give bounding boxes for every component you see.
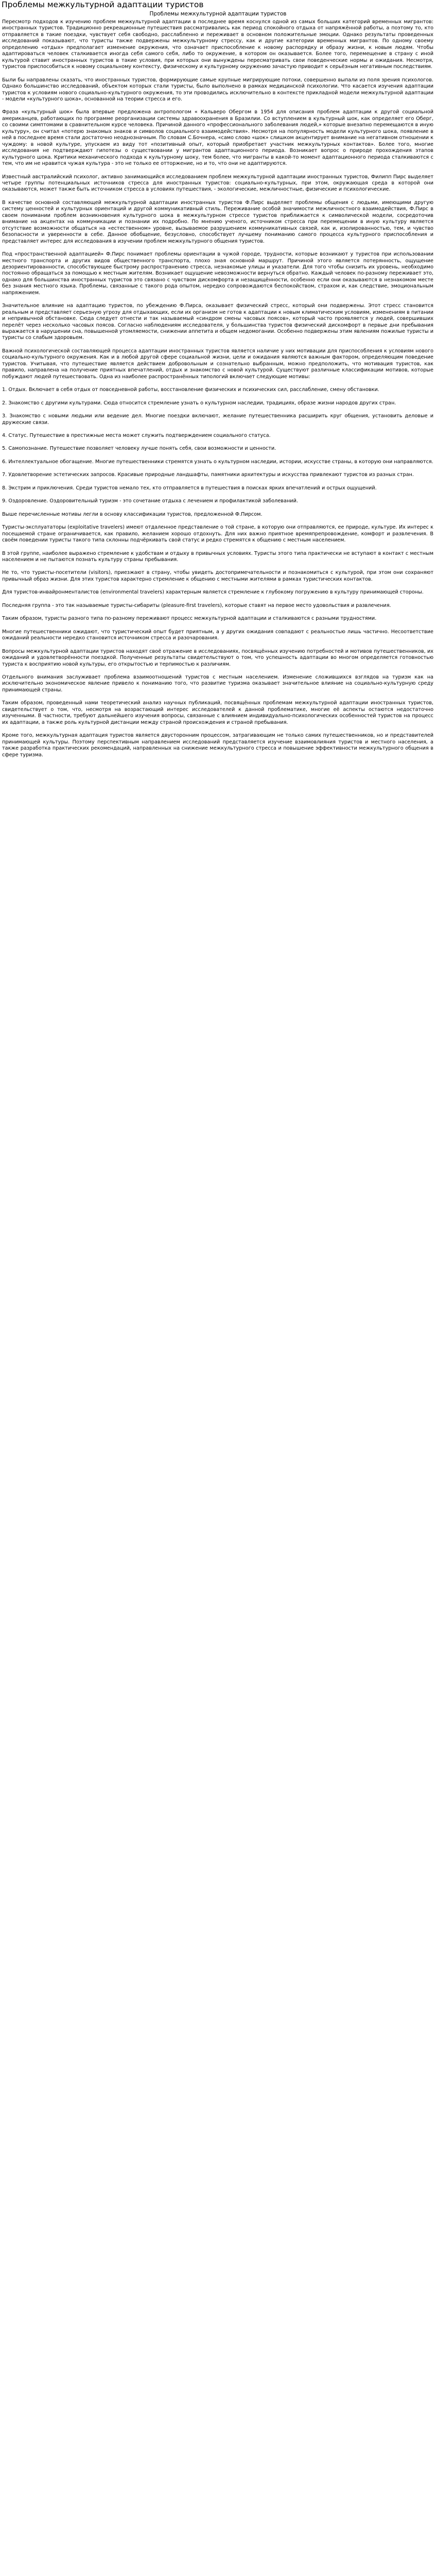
paragraph: 1. Отдых. Включает в себя отдых от повседневной работы, восстановление физических и психических сил, расслабление, смену обстановки.	[2, 387, 379, 393]
paragraph: Не то, что туристы-посетители (visitors), приезжают в страну, чтобы увидеть достопримечательности и познакомиться с культурой, при этом они сохраняют привычный образ жизни. Для этих туристов характерно стремление к общению с местными жителями в рамках туристических контактов.	[2, 570, 433, 582]
paragraph: В качестве основной составляющей межкультурной адаптации иностранных туристов Ф.Пирс выделяет проблемы общения с людьми, имеющими другую систему ценностей и культурных ориентаций и другой коммуникативный стиль. Переживание особой значимости межличностного взаимодействия, Ф.Пирс в своем понимании проблем возникновения культурного шока в межкультурном стрессе туристов приближается к символической модели, сосредоточив внимание на акцентах на коммуникации и познании их подробно. По мнению ученого, источником стресса при перемещении в иную культуру является отсутствие возможности общаться на «естественном» уровне, вызываемое разрушением коммуникативных связей, как и, изолированностью, тем, и чувство безопасности и уверенности в себе. Данное обобщение, безусловно, способствует лучшему пониманию самого процесса культурного приспособления и представляет интерес для исследования в изучении проблем межкультурного общения туристов.	[2, 199, 433, 244]
paragraph: 3. Знакомство с новыми людьми или ведение дел. Многие поездки включают, желание путешественника расширить круг общения, установить деловые и дружеские связи.	[2, 413, 433, 426]
paragraph: Таким образом, проведенный нами теоретический анализ научных публикаций, посвящённых проблемам межкультурной адаптации иностранных туристов, свидетельствует о том, что, несмотря на возрастающий интерес исследователей к данной проблематике, многие её аспекты остаются недостаточно изученными. В частности, требуют дальнейшего изучения вопросы, связанные с влиянием индивидуально-психологических особенностей туристов на процесс их адаптации, а также роль культурной дистанции между страной происхождения и страной пребывания.	[2, 700, 433, 725]
paragraph: 9. Оздоровление. Оздоровительный туризм - это сочетание отдыха с лечением и профилактикой заболеваний.	[2, 498, 298, 504]
paragraph: 4. Статус. Путешествие в престижные места может служить подтверждением социального статуса.	[2, 433, 271, 439]
paragraph: Отдельного внимания заслуживает проблема взаимоотношений туристов с местным населением. Изменение сложившихся взглядов на туризм как на исключительно экономическое явление привело к пониманию того, что развитие туризма оказывает значительное влияние на социально-культурную среду принимающей страны.	[2, 674, 433, 693]
paragraph: Туристы-эксплуататоры (exploitative travelers) имеют отдаленное представление о той стране, в которую они отправляются, ее природе, культуре. Их интерес к посещаемой стране ограничивается, как правило, желанием хорошо отдохнуть. Для них важно приятное времяпрепровождение, комфорт и развлечения. В своём поведении туристы такого типа склонны подчёркивать свой статус и редко стремятся к общению с местным населением.	[2, 524, 433, 544]
paragraph: Для туристов-инвайронменталистов (environmental travelers) характерным является стремление к глубокому погружению в культуру принимающей стороны.	[2, 589, 424, 596]
paragraph: 7. Удовлетворение эстетических запросов. Красивые природные ландшафты, памятники архитектуры и искусства привлекают туристов из разных стран.	[2, 472, 414, 478]
paragraph: Под «пространственной адаптацией» Ф.Пирс понимает проблемы ориентации в чужой городе, трудности, которые возникают у туристов при использовании местного транспорта и других видов общественного транспорта, плохо зная основной маршрут. Причиной этого является потерянность, ощущение дезориентированности, способствующее быстрому распространению стресса, незнакомые улицы и указатели. Для того чтобы снизить их уровень, необходимо постоянно обращаться за помощью к местным жителям. Возникает ощущение невозможности вернуться обратно. Каждый человек по-разному переживает это, однако для большинства иностранных туристов это связано с чувством дискомфорта и незащищённости, особенно если они оказываются в незнакомом месте без знания местного языка. Проблемы, связанные с такого рода опытом, нередко сопровождаются беспокойством, страхом и, как следствие, эмоциональным напряжением.	[2, 251, 433, 296]
document-body	[2, 19, 433, 758]
paragraph: Последняя группа - это так называемые туристы-сибариты (pleasure-first travelers), которые ставят на первое место удовольствия и развлечения.	[2, 602, 391, 608]
paragraph: Фраза «культурный шок» была впервые предложена антропологом « Кальверо Обергом в 1954 для описания проблем адаптации к другой социальной американцев, работающих по программе реорганизации системы здравоохранения в Бразилии. Со вступлением в культурный шок, как определяет его Оберг, со своими симптомами в сравнительном курсе человека. Причиной данного «профессионального заболевания людей,» которые внезапно перемещаются в иную культуру», он считал «потерю знакомых знаков и символов социального взаимодействия». Несмотря на популярность модели культурного шока, появление в ней в последнее время стали достаточно неоднозначным. По словам С.Бочнера, «само слово «шок» слишком акцентирует внимание на негативном отношении к чуждому: в новой культуре, упускаем из виду тот «позитивный опыт, который приобретает участник межкультурных контактов». Более того, многие исследования не подтверждают гипотезы о существовании у мигрантов адаптационного периода. Возникает вопрос о природе прохождения этапов культурного шока. Критики механического подхода к культурному шоку, тем более, что мигранты в какой-то момент адаптационного периода сталкиваются с тем, что им не нравится чужая культура - это не только ее отторжение, но и то, что они не адаптируются.	[2, 109, 433, 167]
paragraph: 6. Интеллектуальное обогащение. Многие путешественники стремятся узнать о культурном наследии, истории, искусстве страны, в которую они направляются.	[2, 459, 433, 465]
paragraph: Выше перечисленные мотивы легли в основу классификации туристов, предложенной Ф.Пирсом.	[2, 511, 263, 517]
page-title: Проблемы межкультурной адаптации туристов	[2, 0, 204, 9]
paragraph: В этой группе, наиболее выражено стремление к удобствам и отдыху в привычных условиях. Туристы этого типа практически не вступают в контакт с местным населением и не пытаются познать культуру страны пребывания.	[2, 550, 433, 563]
paragraph: Значительное влияние на адаптацию туристов, по убеждению Ф.Пирса, оказывает физический стресс, который они подвержены. Этот стресс становится реальным и представляет серьезную угрозу для отдыхающих, если их организм не готов к адаптации к новым климатическим условиям, изменениям в питании и непривычной обстановке. Сюда следует отнести и так называемый «синдром смены часовых поясов», который часто проявляется у людей, совершивших перелёт через несколько часовых поясов. Согласно наблюдениям исследователя, у большинства туристов физический дискомфорт в первые дни пребывания выражается в нарушении сна, повышенной утомляемости, снижении аппетита и общем недомогании. Особенно подвержены этим явлениям пожилые туристы и туристы со слабым здоровьем.	[2, 303, 433, 341]
paragraph: Вопросы межкультурной адаптации туристов находят своё отражение в исследованиях, посвящённых изучению потребностей и мотивов путешественников, их ожиданий и удовлетворённости поездкой. Полученные результаты свидетельствуют о том, что успешность адаптации во многом определяется готовностью туриста к восприятию новой культуры, его открытостью и терпимостью к различиям.	[2, 648, 433, 667]
paragraph: Многие путешественники ожидают, что туристический опыт будет приятным, а у других ожидания совпадают с реальностью лишь частично. Несоответствие ожиданий реальности нередко становится источником стресса и разочарования.	[2, 629, 433, 641]
paragraph: 5. Самопознание. Путешествие позволяет человеку лучше понять себя, свои возможности и ценности.	[2, 446, 276, 452]
paragraph: Таким образом, туристы разного типа по-разному переживают процесс межкультурной адаптации и сталкиваются с разными трудностями.	[2, 616, 377, 622]
document-subtitle: Проблемы межкультурной адаптации туристов	[149, 11, 287, 17]
paragraph: Пересмотр подходов к изучению проблем межкультурной адаптации в последнее время коснулся одной из самых больших категорий временных мигрантов: иностранных туристов. Традиционно рекреационные путешествия рассматривались как период спокойного отдыха от напряжённой работы, а поэтому то, кто отправляется в такие поездки, чувствует себя свободно, расслабленно и переживает в основном положительные эмоции. Однако результаты проведенных исследований показывают, что туристы также подвержены межкультурному стрессу, как и другие категории временных мигрантов. По одному своему определению «отдых» предполагает изменение окружения, что означает приспособление к новому распорядку и образу жизни, к новым людям. Чтобы адаптироваться человек сталкивается иногда себя самого себя, либо то окружение, в котором он оказывается. Более того, перемещение в страну с иной культурой ставит иностранных туристов в такие условия, при которых они вынуждены пересматривать свои поведенческие нормы и ожидания. Несмотря, туристов приспособиться к новому социальному контексту, физическому и культурному окружению зачастую приводит к серьёзным негативным последствиям.	[2, 19, 433, 70]
paragraph: 8. Экстрим и приключения. Среди туристов немало тех, кто отправляется в путешествия в поисках ярких впечатлений и острых ощущений.	[2, 485, 377, 491]
paragraph: Кроме того, межкультурная адаптация туристов является двусторонним процессом, затрагивающим не только самих путешественников, но и представителей принимающей культуры. Поэтому перспективным направлением исследований представляется изучение взаимовлияния туристов и местного населения, а также разработка практических рекомендаций, направленных на снижение межкультурного стресса и повышение эффективности межкультурного общения в сфере туризма.	[2, 733, 433, 758]
paragraph: Важной психологической составляющей процесса адаптации иностранных туристов является наличие у них мотивации для приспособления к условиям нового социально-культурного окружения. Как и в любой другой сфере социальной жизни, цели и ожидания являются важным фактором, определяющим поведение туристов. Учитывая, что путешествие является действием добровольным и сознательно выбранным, можно предположить, что мотивация туристов, как правило, направлена на получение приятных впечатлений, отдых и знакомство с новой культурой. Существуют различные классификации мотивов, которые побуждают людей путешествовать. Одна из наиболее распространённых типологий включает следующие мотивы:	[2, 348, 433, 380]
paragraph: Известный австралийский психолог, активно занимающийся исследованием проблем межкультурной адаптации иностранных туристов, Филипп Пирс выделяет четыре группы потенциальных источников стресса для иностранных туристов: социально-культурных, при этом, окружающая среда в которой они оказываются, может также быть источником стресса в условиях путешествия, - экологические, межличностные, физические и психологические.	[2, 174, 433, 193]
paragraph: 2. Знакомство с другими культурами. Сюда относится стремление узнать о культурном наследии, традициях, образе жизни народов других стран.	[2, 400, 396, 406]
paragraph: Были бы направлены сказать, что иностранных туристов, формирующие самые крупные мигрирующие потоки, совершенно выпали из поля зрения психологов. Однако большинство исследований, объектом которых стали туристы, было выполнено в рамках медицинской психологии. Что касается изучения адаптации туристов к условиям нового социально-культурного окружения, то эти проводились исключительно в контексте прикладной модели межкультурной адаптации - модели «культурного шока», основанной на теории стресса и его.	[2, 77, 433, 102]
